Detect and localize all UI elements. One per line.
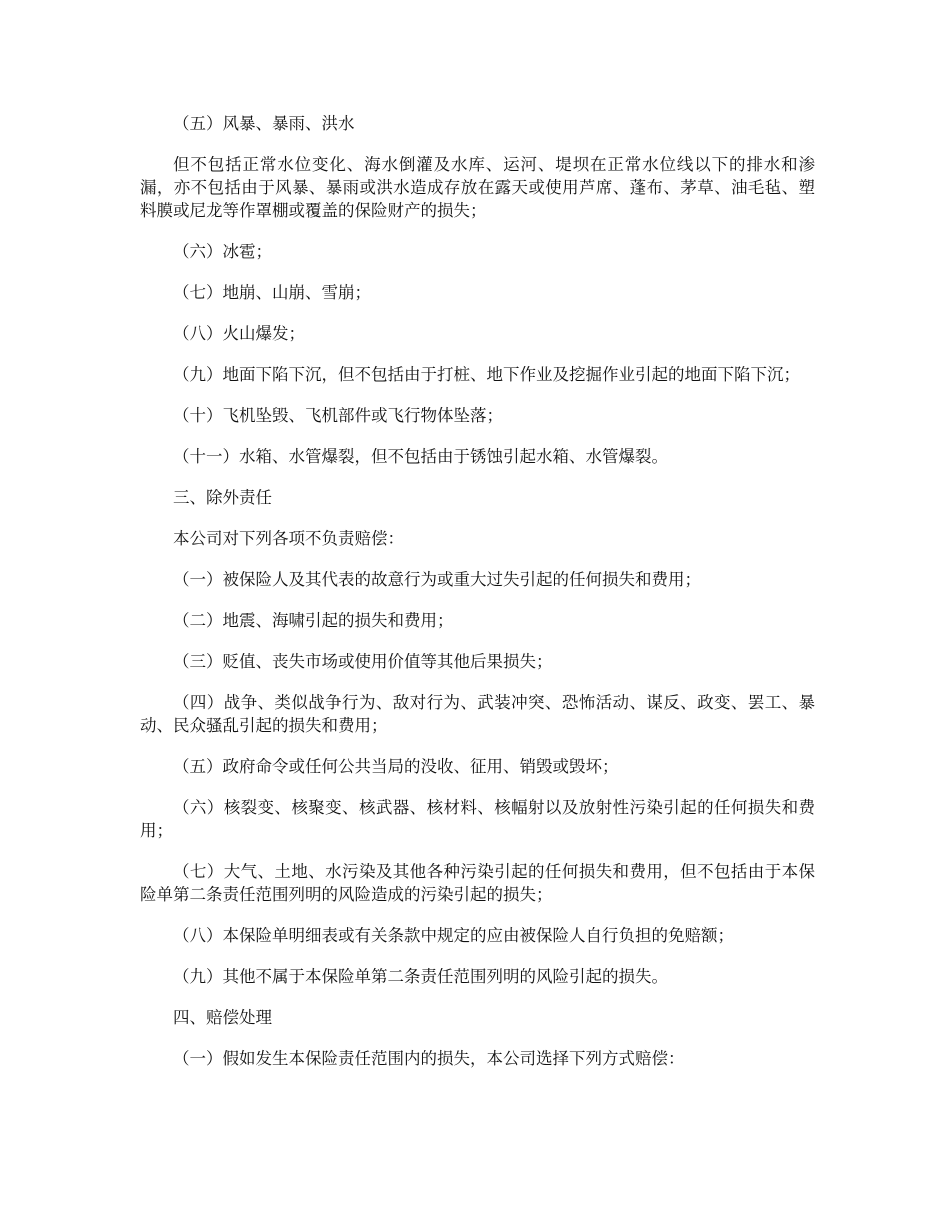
paragraph: （七）大气、土地、水污染及其他各种污染引起的任何损失和费用，但不包括由于本保险单第二条责任范围列明的风险造成的污染引起的损失； <box>140 862 815 904</box>
paragraph: （十）飞机坠毁、飞机部件或飞行物体坠落； <box>173 406 503 425</box>
document-body <box>140 112 815 1088</box>
paragraph: （三）贬值、丧失市场或使用价值等其他后果损失； <box>173 652 553 671</box>
paragraph: （五）风暴、暴雨、洪水 <box>173 114 355 133</box>
paragraph: （七）地崩、山崩、雪崩； <box>173 283 371 302</box>
paragraph: （六）冰雹； <box>173 242 272 261</box>
paragraph: （二）地震、海啸引起的损失和费用； <box>173 611 454 630</box>
paragraph: （一）假如发生本保险责任范围内的损失，本公司选择下列方式赔偿： <box>173 1049 685 1068</box>
paragraph: （九）地面下陷下沉，但不包括由于打桩、地下作业及挖掘作业引起的地面下陷下沉； <box>173 365 800 384</box>
paragraph: （六）核裂变、核聚变、核武器、核材料、核幅射以及放射性污染引起的任何损失和费用； <box>140 798 815 840</box>
paragraph: 但不包括正常水位变化、海水倒灌及水库、运河、堤坝在正常水位线以下的排水和渗漏，亦不包括由于风暴、暴雨或洪水造成存放在露天或使用芦席、蓬布、茅草、油毛毡、塑料膜或尼龙等作罩棚或覆盖的保险财产的损失； <box>140 155 815 220</box>
section-heading: 四、赔偿处理 <box>173 1008 272 1027</box>
paragraph: （一）被保险人及其代表的故意行为或重大过失引起的任何损失和费用； <box>173 570 701 589</box>
paragraph: 本公司对下列各项不负责赔偿： <box>173 529 404 548</box>
paragraph: （十一）水箱、水管爆裂，但不包括由于锈蚀引起水箱、水管爆裂。 <box>173 447 668 466</box>
section-heading: 三、除外责任 <box>173 488 272 507</box>
paragraph: （八）火山爆发； <box>173 324 305 343</box>
paragraph: （九）其他不属于本保险单第二条责任范围列明的风险引起的损失。 <box>173 967 668 986</box>
paragraph: （八）本保险单明细表或有关条款中规定的应由被保险人自行负担的免赔额； <box>173 926 734 945</box>
paragraph: （五）政府命令或任何公共当局的没收、征用、销毁或毁坏； <box>173 757 619 776</box>
paragraph: （四）战争、类似战争行为、敌对行为、武装冲突、恐怖活动、谋反、政变、罢工、暴动、民众骚乱引起的损失和费用； <box>140 693 815 735</box>
